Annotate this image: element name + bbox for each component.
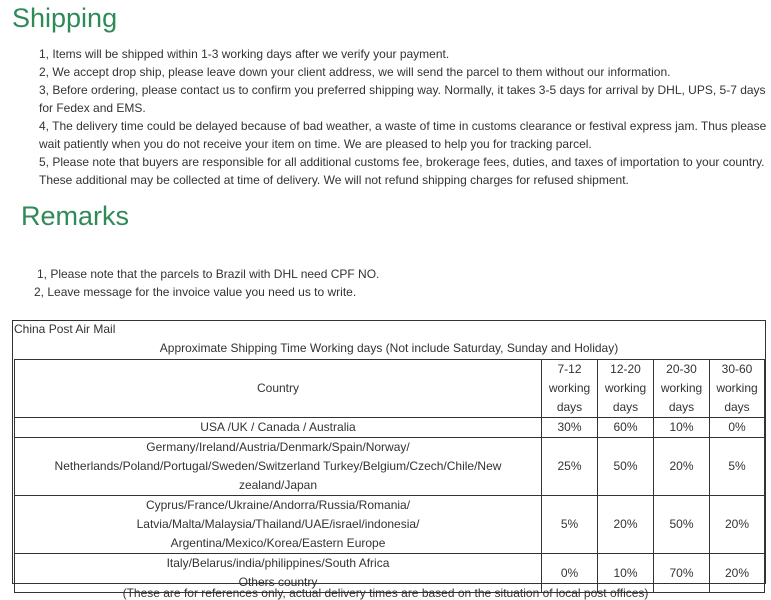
table-row — [15, 418, 765, 438]
remarks-list — [34, 265, 734, 301]
shipping-item: 3, Before ordering, please contact us to confirm you preferred shipping way. Normally, it takes 3-5 days for arrival by DHL, UPS, 5-7 days for Fedex and EMS. — [39, 83, 766, 115]
footnote: (These are for references only, actual delivery times are based on the situation of local post offices) — [122, 586, 649, 600]
rate-cell: 5% — [542, 496, 598, 554]
rate-cell: 20% — [710, 554, 765, 593]
rate-cell: 60% — [598, 418, 654, 438]
rate-cell: 20% — [654, 438, 710, 496]
shipping-time-subtitle: Approximate Shipping Time Working days (Not include Saturday, Sunday and Holiday) — [159, 341, 619, 355]
rate-cell: 0% — [710, 418, 765, 438]
country-cell: USA /UK / Canada / Australia — [15, 418, 542, 438]
rate-cell: 20% — [598, 496, 654, 554]
remark-item: 1, Please note that the parcels to Brazil with DHL need CPF NO. — [37, 267, 380, 281]
rate-cell: 30% — [542, 418, 598, 438]
remarks-heading: Remarks — [21, 201, 130, 231]
country-cell: Germany/Ireland/Austria/Denmark/Spain/Norway/ Netherlands/Poland/Portugal/Sweden/Switzerland Turkey/Belgium/Czech/Chile/New zealand/Japan — [15, 438, 542, 496]
rate-cell: 10% — [654, 418, 710, 438]
country-cell: Cyprus/France/Ukraine/Andorra/Russia/Romania/ Latvia/Malta/Malaysia/Thailand/UAE/israel/indonesia/ Argentina/Mexico/Korea/Eastern Europe — [15, 496, 542, 554]
rate-cell: 5% — [710, 438, 765, 496]
duration-header: 20-30 working days — [654, 360, 710, 418]
country-cell: Italy/Belarus/india/philippines/South Africa Others country — [15, 554, 542, 593]
rate-cell: 50% — [654, 496, 710, 554]
table-row — [15, 496, 765, 554]
rate-cell: 25% — [542, 438, 598, 496]
rate-cell: 10% — [598, 554, 654, 593]
country-header: Country — [15, 360, 542, 418]
shipping-list — [39, 45, 769, 189]
rate-cell: 0% — [542, 554, 598, 593]
shipping-item: 2, We accept drop ship, please leave down your client address, we will send the parcel to them without our information. — [39, 65, 671, 79]
shipping-heading: Shipping — [12, 3, 118, 33]
table-header-row — [15, 360, 765, 418]
shipping-method-label: China Post Air Mail — [14, 322, 116, 336]
shipping-time-box — [12, 320, 766, 589]
shipping-item: 1, Items will be shipped within 1-3 working days after we verify your payment. — [39, 47, 450, 61]
table-row — [15, 438, 765, 496]
rate-cell: 20% — [710, 496, 765, 554]
duration-header: 12-20 working days — [598, 360, 654, 418]
shipping-time-table — [14, 359, 765, 593]
shipping-item: 4, The delivery time could be delayed because of bad weather, a waste of time in customs clearance or festival express jam. Thus please wait patiently when you do not receive your item on time. We are pleased to help you for tracking parcel. — [39, 119, 767, 151]
duration-header: 30-60 working days — [710, 360, 765, 418]
rate-cell: 50% — [598, 438, 654, 496]
remark-item: 2, Leave message for the invoice value you need us to write. — [34, 285, 357, 299]
duration-header: 7-12 working days — [542, 360, 598, 418]
rate-cell: 70% — [654, 554, 710, 593]
shipping-item: 5, Please note that buyers are responsible for all additional customs fee, brokerage fees, duties, and taxes of importation to your country. These additional may be collected at time of delivery. We will not refund shipping charges for refused shipment. — [39, 155, 765, 187]
